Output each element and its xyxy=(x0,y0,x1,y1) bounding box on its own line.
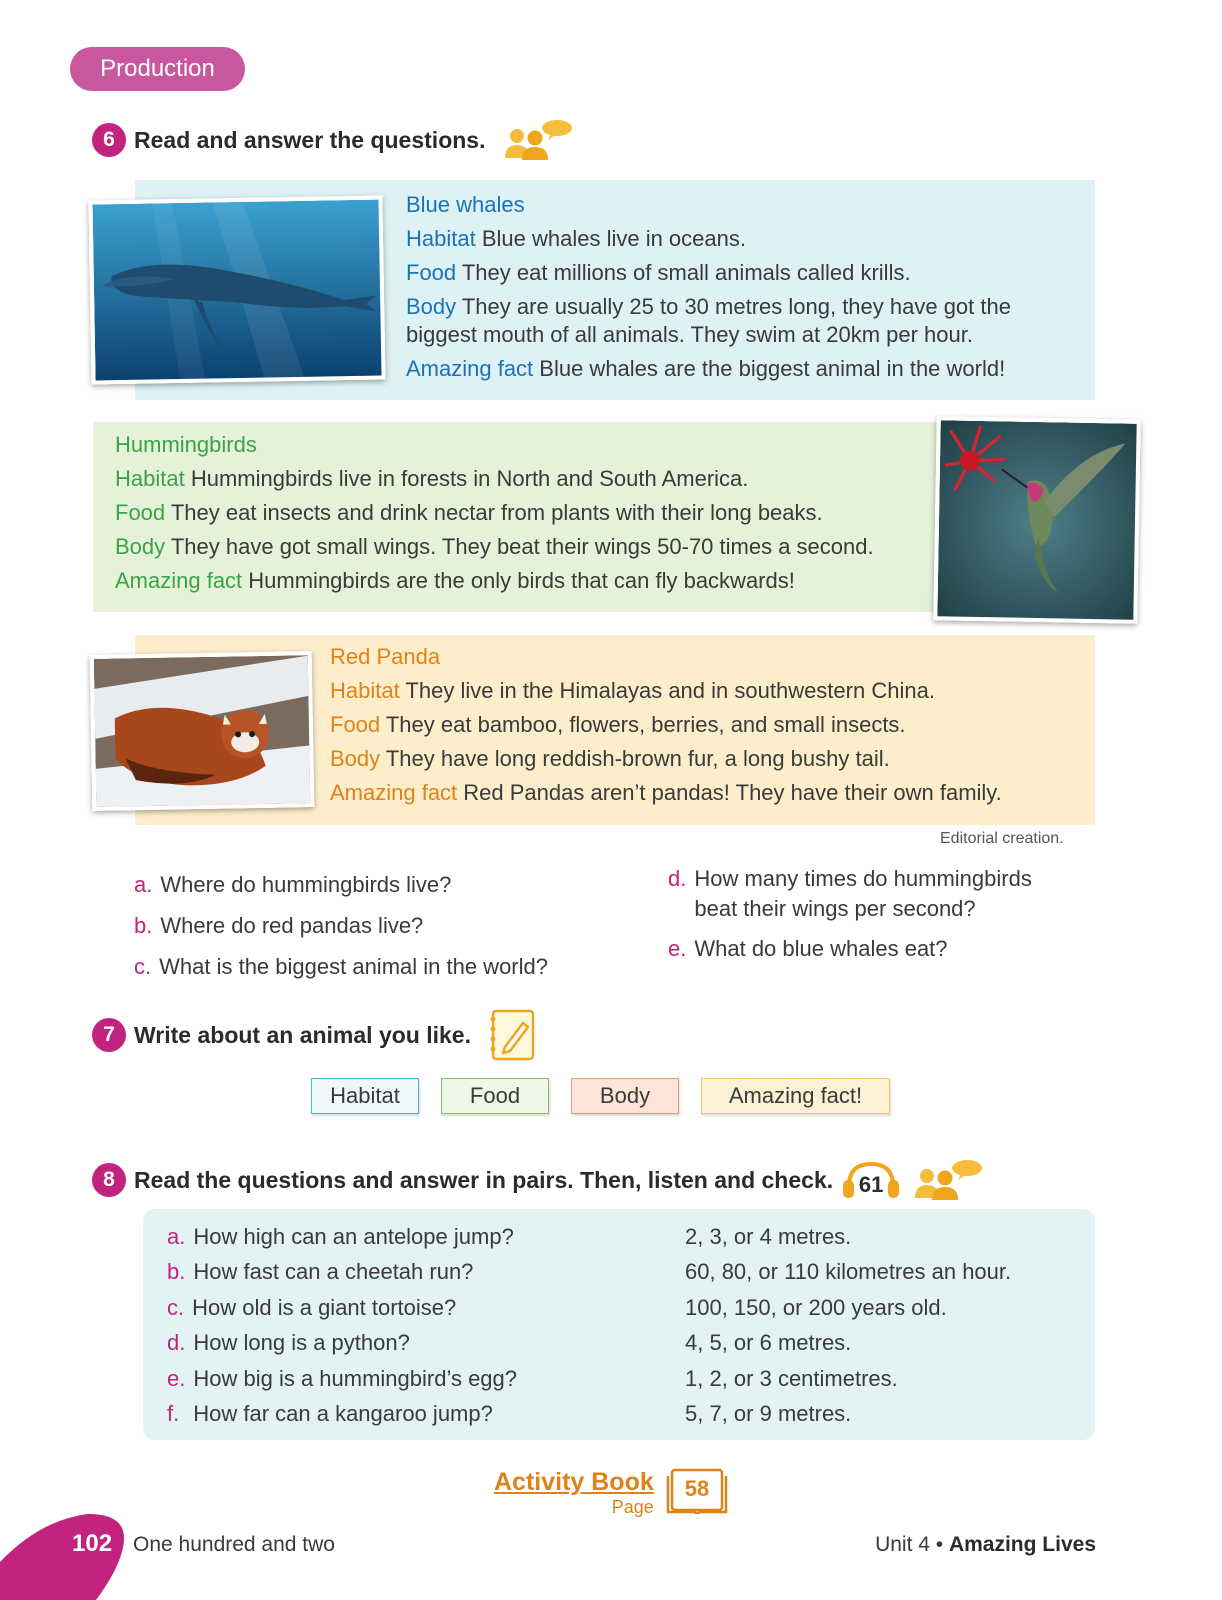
section-badge: Production xyxy=(70,47,245,91)
pair-answer: 100, 150, or 200 years old. xyxy=(685,1294,947,1320)
exercise-7-heading xyxy=(92,1007,537,1063)
fact-body xyxy=(406,293,1086,349)
fact-food xyxy=(406,256,1086,290)
activity-book-title[interactable]: Activity Book xyxy=(494,1468,654,1496)
question-text: How high can an antelope jump? xyxy=(193,1224,514,1249)
pair-work-icon xyxy=(911,1158,983,1202)
chip-habitat: Habitat xyxy=(311,1078,419,1114)
question-text: How fast can a cheetah run? xyxy=(193,1259,474,1285)
question-letter: a. xyxy=(134,872,153,897)
question-item xyxy=(668,864,1088,924)
pair-answer: 4, 5, or 6 metres. xyxy=(685,1330,852,1356)
question-text: What is the biggest animal in the world? xyxy=(159,954,548,979)
question-item xyxy=(134,905,614,946)
exercise-6-heading xyxy=(92,118,573,162)
question-letter: c. xyxy=(134,954,152,979)
fact-text: Blue whales are the biggest animal in the world! xyxy=(533,356,1006,381)
hummingbird-photo xyxy=(933,416,1141,624)
fact-habitat xyxy=(406,222,1086,256)
chip-amazing-fact: Amazing fact! xyxy=(701,1078,890,1114)
pair-question xyxy=(167,1361,517,1396)
exercise-instruction: Read the questions and answer in pairs. Then, listen and check. xyxy=(134,1166,834,1193)
unit-bullet: • xyxy=(929,1533,949,1556)
fact-text: They are usually 25 to 30 metres long, they have got the biggest mouth of all animals. They swim at 20km per hour. xyxy=(406,294,1011,347)
fact-label: Body xyxy=(406,294,457,319)
pair-question xyxy=(167,1325,517,1360)
question-letter: e. xyxy=(167,1365,186,1391)
pair-answer: 2, 3, or 4 metres. xyxy=(685,1224,852,1249)
notebook-pencil-icon xyxy=(487,1007,537,1063)
fact-text: Hummingbirds live in forests in North and South America. xyxy=(184,466,749,491)
fact-label: Amazing fact xyxy=(115,568,243,593)
fact-food xyxy=(330,708,1090,742)
question-letter: d. xyxy=(668,866,687,891)
question-letter: e. xyxy=(668,936,687,961)
question-text: What do blue whales eat? xyxy=(694,936,948,961)
pair-question xyxy=(167,1290,517,1325)
unit-title: Amazing Lives xyxy=(948,1533,1096,1556)
question-item xyxy=(134,864,614,905)
pair-answer: 1, 2, or 3 centimetres. xyxy=(685,1365,898,1391)
question-text: How old is a giant tortoise? xyxy=(192,1294,457,1320)
question-text: How long is a python? xyxy=(193,1330,410,1356)
fact-label: Amazing fact xyxy=(330,780,458,805)
fact-food xyxy=(115,496,925,530)
exercise-number: 6 xyxy=(92,123,126,157)
card-title: Red Panda xyxy=(330,644,441,669)
fact-label: Body xyxy=(115,534,166,559)
question-letter: a. xyxy=(167,1224,186,1249)
question-letter: b. xyxy=(167,1259,186,1285)
question-text: Where do hummingbirds live? xyxy=(160,872,452,897)
fact-amazing xyxy=(406,352,1086,386)
fact-label: Amazing fact xyxy=(406,356,534,381)
blue-whale-text xyxy=(406,188,1086,386)
fact-text: They eat millions of small animals called krills. xyxy=(456,260,911,285)
activity-book-subtitle: Page xyxy=(611,1497,654,1517)
red-panda-photo xyxy=(90,651,315,811)
fact-label: Food xyxy=(115,500,166,525)
unit-label xyxy=(875,1533,1096,1557)
pair-work-icon xyxy=(501,118,573,162)
chip-body: Body xyxy=(571,1078,679,1114)
question-letter: d. xyxy=(167,1330,186,1356)
question-item xyxy=(134,946,614,987)
fact-text: They have long reddish-brown fur, a long bushy tail. xyxy=(380,746,890,771)
fact-label: Habitat xyxy=(330,678,400,703)
pairs-questions xyxy=(167,1219,517,1431)
fact-text: They live in the Himalayas and in southwestern China. xyxy=(399,678,935,703)
headphones-icon[interactable] xyxy=(841,1158,901,1202)
fact-text: They eat bamboo, flowers, berries, and small insects. xyxy=(380,712,906,737)
exercise-number: 7 xyxy=(92,1018,126,1052)
question-text: How many times do hummingbirds beat their wings per second? xyxy=(694,866,1032,921)
fact-amazing xyxy=(330,776,1090,810)
chip-food: Food xyxy=(441,1078,549,1114)
fact-label: Habitat xyxy=(115,466,185,491)
unit-number: Unit 4 xyxy=(875,1533,930,1556)
hummingbird-text xyxy=(115,428,925,598)
activity-book-link[interactable] xyxy=(494,1468,654,1518)
fact-habitat xyxy=(330,674,1090,708)
red-panda-text xyxy=(330,640,1090,810)
editorial-credit: Editorial creation. xyxy=(940,830,1064,847)
fact-label: Body xyxy=(330,746,381,771)
fact-amazing xyxy=(115,564,925,598)
pair-answer: 60, 80, or 110 kilometres an hour. xyxy=(685,1259,1012,1285)
questions-right xyxy=(668,864,1088,964)
question-text: How far can a kangaroo jump? xyxy=(193,1401,493,1427)
pair-question xyxy=(167,1396,517,1431)
pair-question xyxy=(167,1219,517,1254)
question-letter: c. xyxy=(167,1294,185,1320)
pairs-answers xyxy=(685,1219,1011,1431)
pair-question xyxy=(167,1254,517,1289)
fact-label: Food xyxy=(330,712,381,737)
question-text: Where do red pandas live? xyxy=(160,913,424,938)
fact-text: Blue whales live in oceans. xyxy=(475,226,746,251)
question-letter: f. xyxy=(167,1401,180,1427)
question-item xyxy=(668,934,1088,964)
fact-body xyxy=(115,530,925,564)
fact-label: Food xyxy=(406,260,457,285)
questions-left xyxy=(134,864,614,987)
page-number-words: One hundred and two xyxy=(133,1533,335,1556)
exercise-number: 8 xyxy=(92,1163,126,1197)
card-title: Hummingbirds xyxy=(115,432,257,457)
fact-text: Red Pandas aren’t pandas! They have their own family. xyxy=(457,780,1002,805)
fact-label: Habitat xyxy=(406,226,476,251)
pair-answer: 5, 7, or 9 metres. xyxy=(685,1401,852,1427)
audio-track-number: 61 xyxy=(858,1172,884,1197)
fact-habitat xyxy=(115,462,925,496)
fact-text: They have got small wings. They beat their wings 50-70 times a second. xyxy=(165,534,874,559)
exercise-instruction: Write about an animal you like. xyxy=(134,1021,471,1048)
page-number: 102 xyxy=(72,1530,113,1557)
exercise-8-heading xyxy=(92,1158,983,1202)
word-chips xyxy=(0,1078,1222,1116)
card-title: Blue whales xyxy=(406,192,525,217)
activity-book-page: 58 xyxy=(684,1476,710,1501)
fact-text: Hummingbirds are the only birds that can fly backwards! xyxy=(242,568,795,593)
exercise-instruction: Read and answer the questions. xyxy=(134,126,486,153)
fact-text: They eat insects and drink nectar from plants with their long beaks. xyxy=(165,500,823,525)
question-letter: b. xyxy=(134,913,153,938)
blue-whale-photo xyxy=(88,195,385,384)
pairs-panel xyxy=(143,1209,1095,1440)
fact-body xyxy=(330,742,1090,776)
question-text: How big is a hummingbird’s egg? xyxy=(193,1365,518,1391)
